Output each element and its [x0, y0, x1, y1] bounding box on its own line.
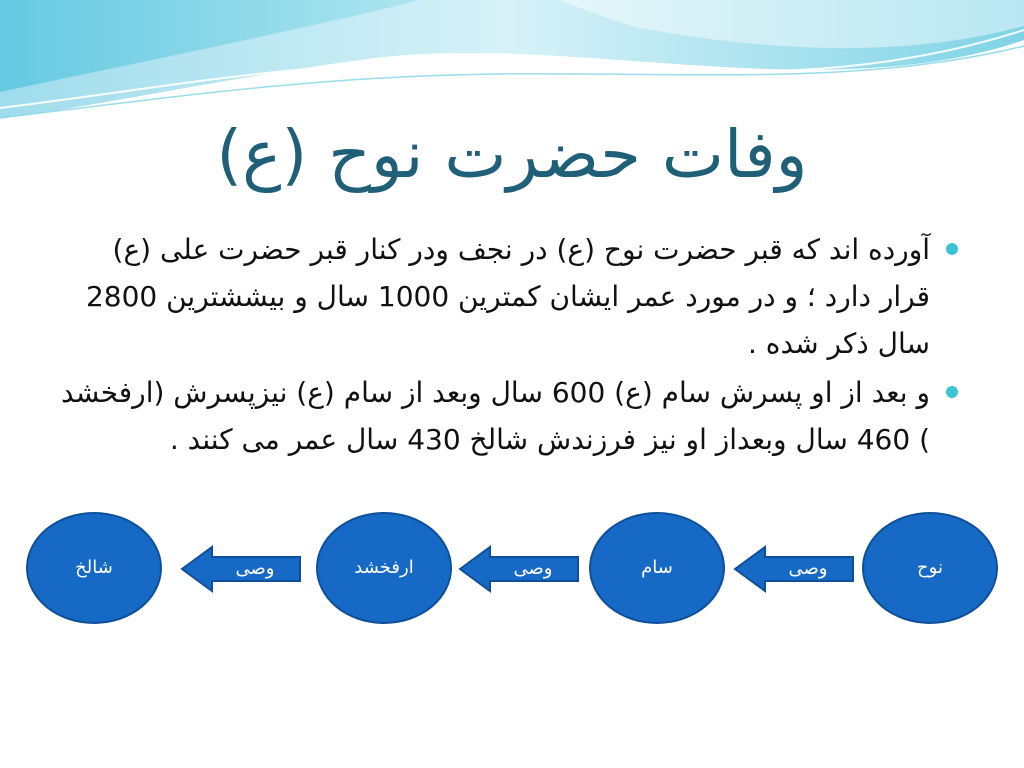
node-arfakhshad: ارفخشد — [316, 512, 452, 624]
node-sam: سام — [589, 512, 725, 624]
bullet-item — [60, 226, 964, 367]
node-noah: نوح — [862, 512, 998, 624]
arrow-label: وصی — [235, 558, 275, 579]
bullet-text: و بعد از او پسرش سام (ع) 600 سال وبعد از سام (ع) نیزپسرش (ارفخشد ) 460 سال وبعداز او نیز فرزندش شالخ 430 سال عمر می کنند . — [61, 376, 930, 456]
node-shalikh: شالخ — [26, 512, 162, 624]
arrow-label: وصی — [788, 558, 828, 579]
arrow-left-2 — [458, 545, 582, 593]
bullet-text: آورده اند که قبر حضرت نوح (ع) در نجف ودر کنار قبر حضرت علی (ع) قرار دارد ؛ و در مورد عمر ایشان کمترین 1000 سال و بیششترین 2800 سال ذکر شده . — [85, 233, 930, 360]
slide-title: وفات حضرت نوح (ع) — [216, 116, 808, 193]
arrow-label: وصی — [513, 558, 553, 579]
bullet-item — [60, 369, 964, 463]
bullet-dot-icon — [946, 243, 958, 255]
arrow-left-3 — [180, 545, 304, 593]
arrow-left-1 — [733, 545, 857, 593]
bullet-dot-icon — [946, 386, 958, 398]
bullet-list — [60, 226, 964, 465]
